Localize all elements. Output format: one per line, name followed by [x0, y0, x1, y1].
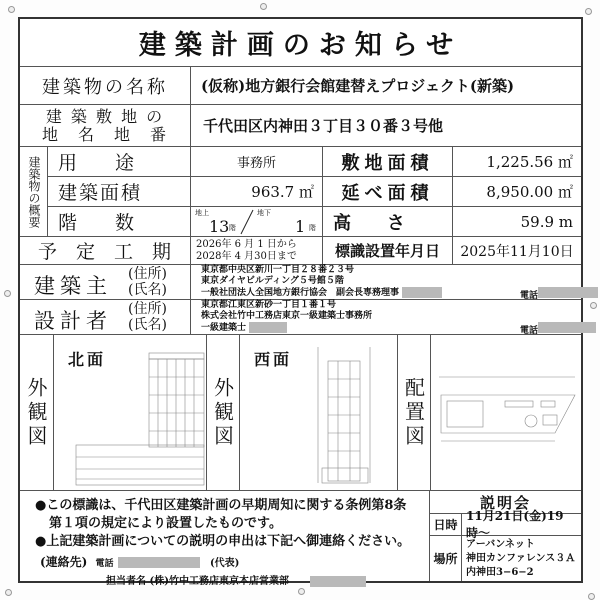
briefing-place-line3: 内神田3−6−2 [466, 567, 534, 578]
screw-icon [298, 588, 305, 595]
person-redacted [310, 576, 366, 587]
schedule-label: 予 定 工 期 [38, 241, 172, 263]
briefing-place-line1: アーバンネット [466, 539, 535, 550]
owner-name: 一般社団法人全国地方銀行協会 副会長専務理事 [201, 288, 400, 298]
schedule-end: 2028年 4 月30日まで [196, 250, 297, 262]
below-floor-unit: 階 [309, 224, 316, 232]
owner-address-line2: 東京ダイヤビルディング５号館５階 [201, 276, 344, 286]
owner-label: 建築主 [34, 274, 112, 298]
drawings-row [20, 335, 581, 491]
briefing-datetime-label: 日時 [430, 513, 462, 535]
floors-label: 階 数 [58, 212, 135, 234]
designer-phone-label: 電話 [520, 326, 539, 336]
floors-value [190, 207, 322, 236]
owner-address-line1: 東京都中央区新川一丁目２８番２３号 [201, 265, 355, 275]
briefing-place-line2: 神田カンファレンス３Ａ [466, 553, 576, 564]
site-area-label: 敷地面積 [322, 147, 452, 176]
west-elevation-label: 西面 [254, 350, 293, 369]
briefing-datetime-row [430, 509, 581, 540]
screw-icon [588, 593, 595, 600]
site-address-label-line1: 建 築 敷 地 の [45, 106, 165, 126]
posting-date-label: 標識設置年月日 [322, 237, 452, 264]
contact-line [40, 553, 239, 570]
owner-label-cell [20, 265, 190, 299]
screw-icon [260, 3, 267, 10]
site-address-value: 千代田区内神田３丁目３０番３号他 [190, 105, 581, 146]
owner-row [20, 265, 581, 300]
briefing-place-label: 場所 [430, 535, 462, 581]
owner-sublabels [128, 266, 167, 298]
overview-side-label: 建築物の概要 [20, 147, 48, 237]
below-ground-label: 地下 [257, 209, 271, 217]
designer-phone-redacted [538, 322, 596, 333]
use-row [48, 147, 581, 177]
title-row [20, 19, 581, 67]
note-bullet2: ●上記建築計画についての説明の申出は下記へ御連絡ください。 [35, 534, 411, 549]
use-label: 用 途 [58, 152, 135, 174]
designer-label-cell [20, 300, 190, 334]
notes-panel [20, 491, 429, 587]
note-bullet1 [35, 497, 410, 551]
schedule-value [190, 237, 322, 264]
designer-sublabels [128, 301, 167, 333]
building-name-label: 建築物の名称 [42, 76, 168, 98]
designer-name-line [201, 322, 287, 334]
person-label: 担当者名 (株)竹中工務店東京本店営業部 [106, 576, 289, 587]
west-elevation-panel [239, 335, 397, 490]
screw-icon [585, 8, 592, 15]
above-ground-label: 地上 [195, 209, 209, 217]
north-elevation-drawing-icon [74, 347, 208, 487]
below-ground-value: 1 [295, 217, 306, 236]
designer-name-sublabel: (氏名) [128, 317, 167, 333]
exterior-label-west: 外観図 [206, 335, 239, 490]
screw-icon [8, 6, 15, 13]
site-address-label-line2: 地 名 地 番 [41, 124, 168, 144]
height-value: 59.9 m [452, 207, 581, 236]
building-name-value: (仮称)地方銀行会館建替えプロジェクト(新築) [190, 67, 581, 104]
building-area-value: 963.7 ㎡ [190, 177, 322, 206]
owner-name-sublabel: (氏名) [128, 282, 167, 298]
site-address-row [20, 105, 581, 147]
screw-icon [5, 589, 12, 596]
sign-title: 建築計画のお知らせ [138, 30, 463, 61]
contact-phone-label: 電話 [95, 559, 114, 569]
above-ground-value: 13 [209, 217, 230, 236]
site-area-value: 1,225.56 ㎡ [452, 147, 581, 176]
screw-icon [4, 290, 11, 297]
owner-phone-redacted [538, 287, 598, 298]
screw-icon [590, 302, 597, 309]
owner-phone-label: 電話 [520, 291, 539, 301]
designer-row [20, 300, 581, 335]
note-bullet1-line1: ●この標識は、千代田区建築計画の早期周知に関する条例第8条 [35, 498, 407, 513]
north-elevation-panel [53, 335, 206, 490]
total-floor-area-value: 8,950.00 ㎡ [452, 177, 581, 206]
owner-address-sublabel: (住所) [128, 266, 167, 282]
redacted-name [402, 287, 442, 298]
designer-address-sublabel: (住所) [128, 301, 167, 317]
building-area-row [48, 177, 581, 207]
exterior-label-north: 外観図 [24, 376, 48, 449]
redacted-name [249, 322, 287, 333]
use-value: 事務所 [190, 147, 322, 176]
building-area-label: 建築面積 [58, 182, 143, 204]
schedule-row [20, 237, 581, 265]
site-plan-panel [430, 335, 581, 490]
briefing-panel [429, 491, 581, 581]
posting-date-value: 2025年11月10日 [452, 237, 581, 264]
schedule-start: 2026年 6 月 1 日から [196, 238, 297, 250]
designer-address-line2: 株式会社竹中工務店東京一級建築士事務所 [201, 311, 373, 321]
site-address-label [20, 105, 190, 146]
contact-phone-redacted [118, 557, 200, 568]
floors-row [48, 207, 581, 237]
briefing-place-row [430, 535, 581, 581]
designer-name: 一級建築士 [201, 323, 247, 333]
building-name-row [20, 67, 581, 105]
slash-divider-icon [239, 209, 255, 235]
briefing-place-value [466, 538, 575, 580]
designer-label: 設計者 [34, 309, 112, 333]
briefing-datetime-value: 11月21日(金)19時〜 [466, 509, 564, 540]
building-plan-notice-sign [18, 17, 583, 587]
person-line [106, 572, 366, 587]
designer-address-line1: 東京都江東区新砂一丁目１番１号 [201, 300, 337, 310]
total-floor-area-label: 延べ面積 [322, 177, 452, 206]
site-plan-label: 配置図 [397, 335, 430, 490]
owner-name-line [201, 287, 442, 299]
contact-phone-suffix: (代表) [209, 558, 240, 569]
height-label: 高 さ [322, 207, 452, 236]
contact-label: (連絡先) [40, 555, 88, 569]
briefing-title: 説明会 [430, 491, 581, 514]
note-bullet1-line2: 第１項の規定により設置したものです。 [49, 516, 282, 531]
above-floor-unit: 階 [229, 224, 236, 232]
west-elevation-drawing-icon [300, 343, 390, 488]
site-plan-drawing-icon [435, 365, 583, 445]
north-elevation-label: 北面 [68, 350, 107, 369]
